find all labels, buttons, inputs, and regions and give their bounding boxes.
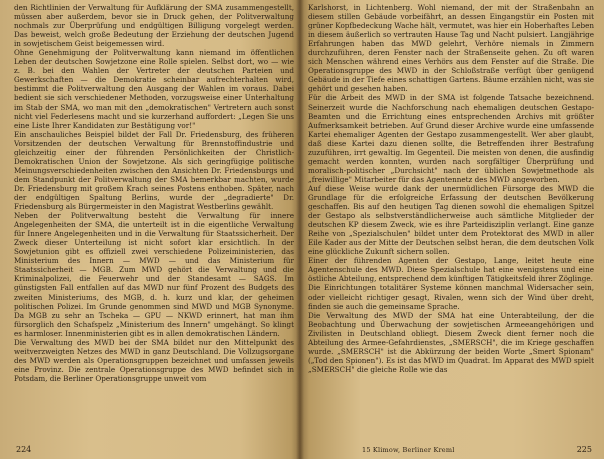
right-page [300,0,604,459]
paragraph: Auf diese Weise wurde dank der unermüdlichen Fürsorge des MWD die Grundlage für die erfolgreiche Erfassung der deutschen Bevölkerung geschaffen. Bis auf den heutigen Tag dienen sowohl die ehemaligen Spitzel der Gestapo als selbstverständlicherweise auch sämtliche Mitglieder der deutschen KP diesem Zweck, wie es ihre Parteidisziplin verlangt. Eine ganze Reihe von „Spezialschulen" bildet unter dem Protektorat des MWD in aller Eile Kader aus der Mitte der Deutschen selbst heran, die dem deutschen Volk eine glückliche Zukunft sichern sollen. [308,183,594,257]
source-signature: 15 Klimow, Berliner Kreml [362,446,455,454]
paragraph: Ein anschauliches Beispiel bildet der Fall Dr. Friedensburg, des früheren Vorsitzenden der deutschen Verwaltung für Brennstoffindustrie und gleichzeitig einer der führenden Persönlichkeiten der Christlich-Demokratischen Union der Sowjetzone. Als sich geringfügige politische Meinungsverschiedenheiten zwischen den Ansichten Dr. Friedensburgs und dem Standpunkt der Politverwaltung der SMA bemerkbar machten, wurde Dr. Friedensburg mit großem Krach seines Postens enthoben. Später, nach der endgültigen Spaltung Berlins, wurde der „degradierte" Dr. Friedensburg als Bürgermeister in den Magistrat Westberlins gewählt. [14,129,294,212]
paragraph: Für die Arbeit des MWD in der SMA ist folgende Tatsache bezeichnend. Seinerzeit wurde die Nachforschung nach ehemaligen deutschen Gestapo-Beamten und die Errichtung eines entsprechenden Archivs mit größter Aufmerksamkeit betrieben. Auf Grund dieser Archive wurde eine umfassende Kartei ehemaliger Agenten der Gestapo zusammengestellt. Wer aber glaubt, daß diese Kartei dazu dienen sollte, die Betreffenden ihrer Bestrafung zuzuführen, irrt gewaltig. Im Gegenteil. Die meisten von denen, die ausfindig gemacht werden konnten, wurden nach sorgfältiger Überprüfung und moralisch-politischer „Durchsicht" nach der üblichen Sowjetmethode als „freiwillige" Mitarbeiter für das Agentennetz des MWD angeworben. [308,93,594,184]
book-gutter [296,0,304,459]
paragraph: Neben der Politverwaltung besteht die Verwaltung für innere Angelegenheiten der SMA, die unterteilt ist in die eigentliche Verwaltung für Innere Angelegenheiten und in die Verwaltung für Staatssicherheit. Der Zweck dieser Unterteilung ist nicht sofort klar ersichtlich. In der Sowjetunion gibt es offiziell zwei verschiedene Polizeiministerien, das Ministerium des Innern — MWD — und das Ministerium für Staatssicherheit — MGB. Zum MWD gehört die Verwaltung und die Kriminalpolizei, die Feuerwehr und der Standesamt — SAGS. Im günstigsten Fall entfallen auf das MWD nur fünf Prozent des Budgets des zweiten Ministeriums, des MGB, d. h. kurz und klar, der geheimen politischen Polizei. Im Grunde genommen sind MWD und MGB Synonyme. Da MGB zu sehr an Tscheka — GPU — NKWD erinnert, hat man ihm fürsorglich den Schafspelz „Ministerium des Innern" umgehängt. So klingt es harmloser. Innenministerien gibt es in allen demokratischen Ländern. [14,211,294,338]
paragraph: Die Verwaltung des MWD bei der SMA bildet nur den Mittelpunkt des weitverzweigten Netzes des MWD in ganz Deutschland. Die Vollzugsorgane des MWD werden als Operationsgruppen bezeichnet und umfassen jeweils eine Provinz. Die zentrale Operationsgruppe des MWD befindet sich in Potsdam, die Berliner Operationsgruppe unweit vom [14,337,294,383]
paragraph: den Richtlinien der Verwaltung für Aufklärung der SMA zusammengestellt, müssen aber außerdem, bevor sie in Druck gehen, der Politverwaltung nochmals zur Überprüfung und endgültigen Billigung vorgelegt werden. Das beweist, welch große Bedeutung der Erziehung der deutschen Jugend in sowjetischem Geist beigemessen wird. [14,3,294,49]
paragraph: Einer der führenden Agenten der Gestapo, Lange, leitet heute eine Agentenschule des MWD. Diese Spezialschule hat eine wenigstens und eine östliche Abteilung, entsprechend dem künftigen Tätigkeitsfeld ihrer Zöglinge. [308,256,594,284]
paragraph: Karlshorst, in Lichtenberg. Wohl niemand, der mit der Straßenbahn an diesem stillen Gebäude vorbeifährt, an dessen Eingangstür ein Posten mit grüner Kopfbedeckung Wache hält, vermutet, was hier ein Hoberhaftes Leben in diesem äußerlich so vertrauten Hause Tag und Nacht pulsiert. Langjährige Erfahrungen haben das MWD gelehrt, Verhöre niemals in Zimmern durchzuführen, deren Fenster nach der Straßenseite gehen. Zu oft waren sich Menschen während eines Verhörs aus dem Fenster auf die Straße. Die Operationsgruppe des MWD in der Schloßstraße verfügt über genügend Gebäude in der Tiefe eines schattigen Gartens. Bäume erzählen nicht, was sie gehört und gesehen haben. [308,3,594,94]
right-page-text [308,3,594,440]
page-number: 225 [576,445,592,454]
left-page [0,0,300,459]
paragraph: Die Verwaltung des MWD der SMA hat eine Unterabteilung, der die Beobachtung und Überwachung der sowjetischen Armeeangehörigen und Zivilisten in Deutschland obliegt. Diesem Zweck dient ferner noch die Abteilung des Armee-Gefahrdienstes, „SMERSCH", die im Kriege geschaffen wurde. „SMERSCH" ist die Abkürzung der beiden Worte „Smert Spionam" („Tod den Spionen"). Es ist das MWD im Quadrat. Im Apparat des MWD spielt „SMERSCH" die gleiche Rolle wie das [308,310,594,374]
paragraph: Ohne Genehmigung der Politverwaltung kann niemand im öffentlichen Leben der deutschen Sowjetzone eine Rolle spielen. Selbst dort, wo — wie z. B. bei den Wahlen der Vertreter der deutschen Parteien und Gewerkschaften — die Demokratie scheinbar aufrechterhalten wird, bestimmt die Politverwaltung den Ausgang der Wahlen im voraus. Dabei bedient sie sich verschiedener Methoden, vorzugsweise einer Unterhaltung im Stab der SMA, wo man mit den „demokratischen" Vertretern auch sonst nicht viel Federlesens macht und sie kurzerhand auffordert: „Legen Sie uns eine Liste Ihrer Kandidaten zur Bestätigung vor!" [14,48,294,130]
paragraph: Die Einrichtungen totalitärer Systeme können manchmal Widersacher sein, oder vielleicht richtiger gesagt, Rivalen, wenn sich der Wind über dreht, finden sie auch die gemeinsame Sprache. [308,283,594,311]
page-number: 224 [16,445,32,454]
left-page-text [14,3,294,440]
